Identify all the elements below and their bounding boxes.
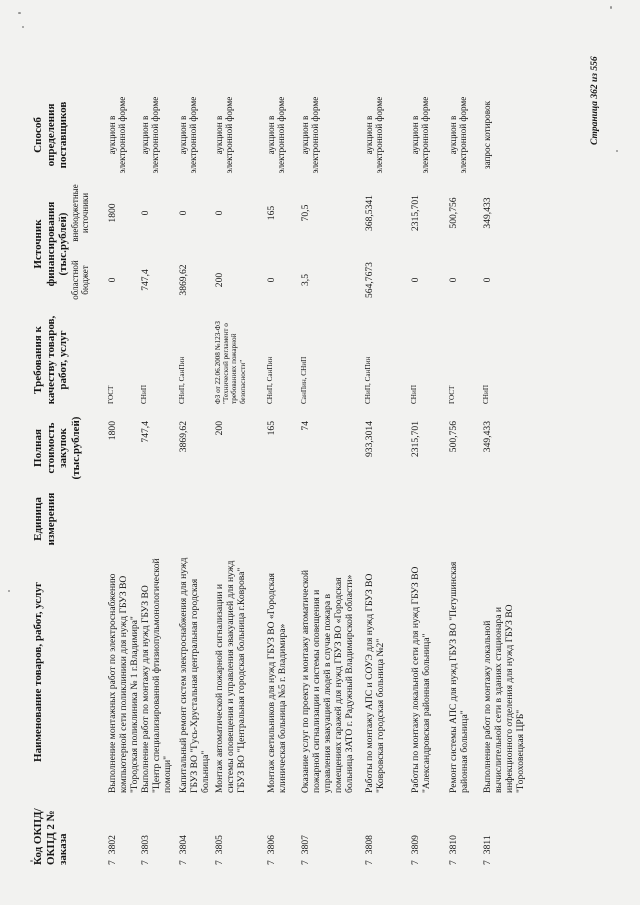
row-code <box>178 793 214 865</box>
row-regional: 200 <box>213 272 225 288</box>
row-regional: 0 <box>481 277 493 283</box>
row-extra: 368,5341 <box>363 195 375 231</box>
row-method: аукцион в электронной форме <box>139 96 160 174</box>
row-cost: 933,3014 <box>363 421 375 457</box>
table-row <box>410 93 448 865</box>
table-body <box>91 93 526 865</box>
row-method: аукцион в электронной форме <box>265 96 286 174</box>
row-requirements: СНиП, СанПин <box>265 356 274 404</box>
row-cost: 747,4 <box>139 421 151 443</box>
row-name: Монтаж светильников для нужд ГБУЗ ВО «Городская клиническая больница №5 г. Владимира» <box>265 573 288 793</box>
row-extra: 0 <box>213 210 225 216</box>
row-requirements: СНиП <box>409 384 418 404</box>
row-cost: 500,756 <box>447 421 459 453</box>
row-code <box>410 793 448 865</box>
row-cost: 74 <box>299 421 311 431</box>
row-code-prefix: 7 <box>265 860 277 865</box>
row-requirements: СНиП, СанПин <box>363 356 372 404</box>
row-unit <box>91 487 140 551</box>
row-method: аукцион в электронной форме <box>177 96 198 174</box>
header-source-extra: внебюджетные источники <box>69 184 90 242</box>
row-unit <box>178 487 214 551</box>
row-unit <box>300 487 364 551</box>
row-code-prefix: 7 <box>139 860 151 865</box>
row-code <box>266 793 300 865</box>
row-extra: 70,5 <box>299 204 311 222</box>
row-requirements: СНиП <box>139 384 148 404</box>
row-method: аукцион в электронной форме <box>409 96 430 174</box>
table-row <box>364 93 410 865</box>
row-order-number: 3811 <box>481 835 493 855</box>
table-row <box>140 93 178 865</box>
row-requirements: ГОСТ <box>447 385 456 404</box>
table-row <box>214 93 266 865</box>
row-regional: 0 <box>447 277 459 283</box>
row-unit <box>266 487 300 551</box>
row-order-number: 3809 <box>409 835 421 855</box>
row-regional: 3,5 <box>299 274 311 286</box>
row-cost: 1800 <box>106 421 118 441</box>
row-name: Оказание услуг по проекту и монтажу автоматической пожарной сигнализации и системы оповещения и управления эвакуацией людей в случае пожара в помещениях гаражей для нужд ГБУЗ ВО «Городская больница ЗАТО г. Радужный Владимирской области» <box>299 569 355 793</box>
header-cost: Полная стоимость закупок (тыс.рублей) <box>32 416 82 480</box>
row-code-prefix: 7 <box>213 860 225 865</box>
row-extra: 1800 <box>106 203 118 223</box>
page-number: Страница 362 из 556 <box>590 56 600 145</box>
row-code-prefix: 7 <box>481 860 493 865</box>
row-extra: 349,433 <box>481 197 493 229</box>
row-method: аукцион в электронной форме <box>363 96 384 174</box>
row-unit <box>140 487 178 551</box>
row-order-number: 3810 <box>447 835 459 855</box>
row-requirements: СанПин, СНиП <box>299 356 308 404</box>
row-regional: 0 <box>106 277 118 283</box>
row-code <box>300 793 364 865</box>
row-regional: 0 <box>265 277 277 283</box>
row-unit <box>482 487 526 551</box>
row-regional: 3869,62 <box>177 264 189 296</box>
row-name: Выполнение работ по монтажу локальной вычислительной сети в зданиях стационара и инфекционного отделения для нужд ГБУЗ ВО "Гороховецкая ЦРБ" <box>481 604 526 793</box>
row-cost: 2315,701 <box>409 421 421 457</box>
procurement-table <box>32 93 526 865</box>
row-unit <box>410 487 448 551</box>
table-row <box>178 93 214 865</box>
row-order-number: 3802 <box>106 835 118 855</box>
row-method: запрос котировок <box>481 100 492 170</box>
row-code-prefix: 7 <box>409 860 421 865</box>
header-source: Источник финансирования (тыс.рублей) <box>32 201 69 287</box>
row-method: аукцион в электронной форме <box>106 96 127 174</box>
row-code <box>482 793 526 865</box>
row-code <box>91 793 140 865</box>
row-cost: 3869,62 <box>177 421 189 453</box>
row-extra: 500,756 <box>447 197 459 229</box>
header-code: Код ОКПД/ ОКПД 2 № заказа <box>32 808 69 865</box>
row-cost: 349,433 <box>481 421 493 453</box>
row-code-prefix: 7 <box>363 860 375 865</box>
row-method: аукцион в электронной форме <box>299 96 320 174</box>
row-code-prefix: 7 <box>447 860 459 865</box>
row-regional: 747,4 <box>139 269 151 291</box>
row-requirements: ФЗ от 22.06.2008 №123-ФЗ "Технический регламент о требованиях пожарной безопасности" <box>213 321 247 404</box>
row-extra: 165 <box>265 205 277 221</box>
row-name: Работы по монтажу локальной сети для нужд ГБУЗ ВО "Александровская районная больница" <box>409 566 432 793</box>
row-name: Ремонт системы АПС для нужд ГБУЗ ВО "Петушинская районная больница" <box>447 561 470 793</box>
row-extra: 2315,701 <box>409 195 421 231</box>
header-requirements: Требования к качеству товаров, работ, услуг <box>32 315 69 405</box>
table-row <box>91 93 140 865</box>
row-method: аукцион в электронной форме <box>213 96 234 174</box>
row-name: Выполнение работ по монтажу для нужд ГБУЗ ВО "Центр специализированной фтизиопульмонологической помощи" <box>139 558 173 793</box>
table-row <box>266 93 300 865</box>
row-requirements: СНиП <box>481 384 490 404</box>
header-name: Наименование товаров, работ, услуг <box>32 582 44 762</box>
row-extra: 0 <box>139 210 151 216</box>
row-regional: 564,7673 <box>363 262 375 298</box>
row-name: Выполнение монтажных работ по электроснабжению компьютерной сети поликлиники для нужд ГБУЗ ВО "Городская поликлиника № 1 г.Владимира" <box>106 573 140 793</box>
table-header-row <box>32 93 70 865</box>
row-code-prefix: 7 <box>106 860 118 865</box>
row-code <box>448 793 482 865</box>
row-order-number: 3808 <box>363 835 375 855</box>
header-unit: Единица измерения <box>32 492 57 546</box>
row-name: Работы по монтажу АПС и СОУЭ для нужд ГБУЗ ВО "Ковровская городская больница №2" <box>363 573 386 793</box>
row-code <box>214 793 266 865</box>
row-unit <box>214 487 266 551</box>
header-source-regional: областной бюджет <box>69 260 90 300</box>
row-cost: 200 <box>213 421 225 436</box>
row-code-prefix: 7 <box>177 860 189 865</box>
row-regional: 0 <box>409 277 421 283</box>
row-unit <box>364 487 410 551</box>
row-code-prefix: 7 <box>299 860 311 865</box>
row-code <box>364 793 410 865</box>
row-name: Монтаж автоматической пожарной сигнализации и системы оповещения и управления эвакуацией для нужд ГБУЗ ВО "Центральная городская больница г.Коврова" <box>213 560 247 793</box>
row-order-number: 3806 <box>265 835 277 855</box>
table-row <box>300 93 364 865</box>
row-order-number: 3804 <box>177 835 189 855</box>
row-code <box>140 793 178 865</box>
row-requirements: СНиП, СанПин <box>177 356 186 404</box>
row-order-number: 3805 <box>213 835 225 855</box>
row-order-number: 3807 <box>299 835 311 855</box>
row-extra: 0 <box>177 210 189 216</box>
row-requirements: ГОСТ <box>106 385 115 404</box>
table-row <box>482 93 526 865</box>
row-order-number: 3803 <box>139 835 151 855</box>
row-method: аукцион в электронной форме <box>447 96 468 174</box>
table-row <box>448 93 482 865</box>
row-cost: 165 <box>265 421 277 436</box>
row-unit <box>448 487 482 551</box>
row-name: Капитальный ремонт систем электроснабжения для нужд ГБУЗ ВО "Гусь-Хрустальная центральная городская больница" <box>177 557 211 793</box>
header-method: Способ определения поставщиков <box>32 101 69 169</box>
